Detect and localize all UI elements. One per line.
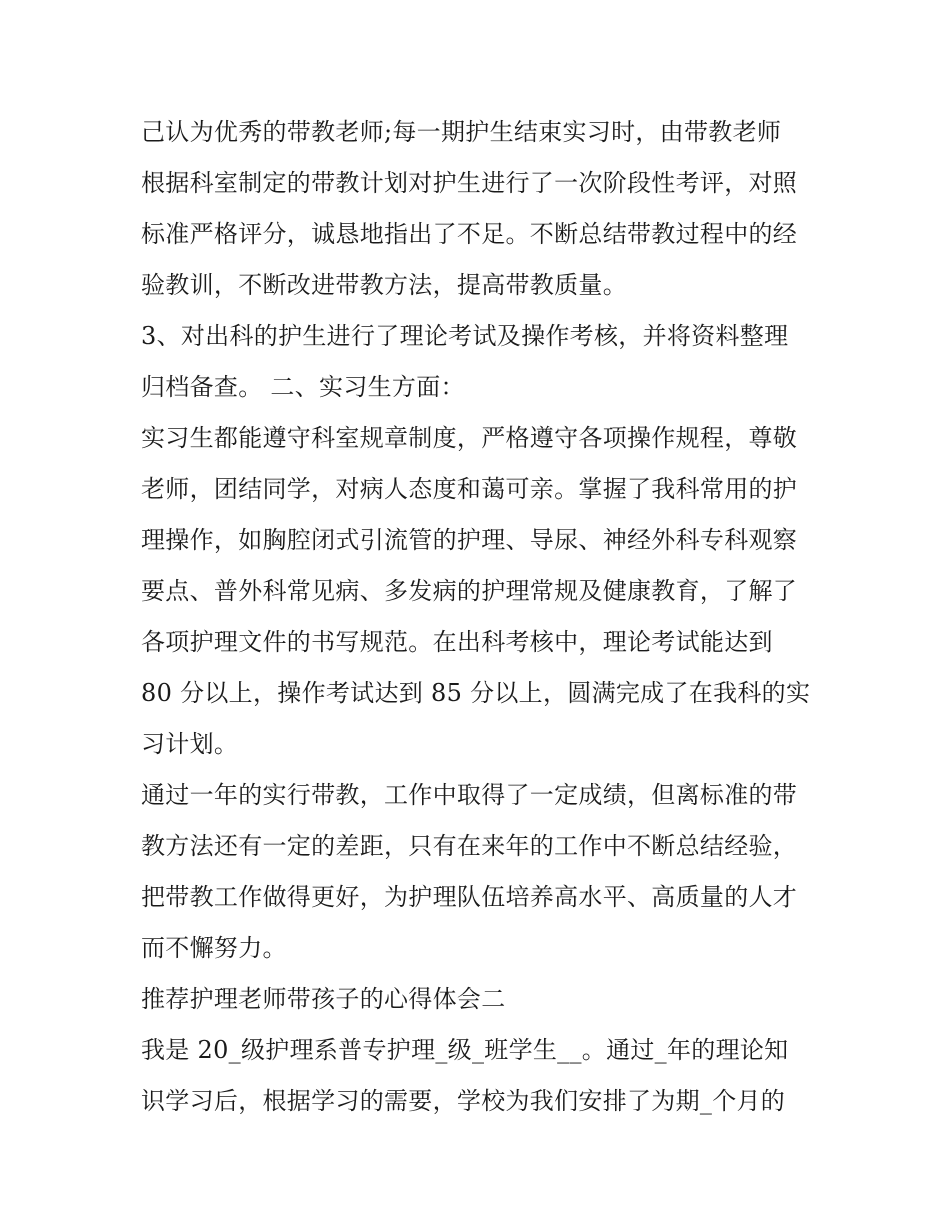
text-line: 3、对出科的护生进行了理论考试及操作考核，并将资料整理 [141, 322, 789, 350]
document-body [141, 107, 821, 1127]
text-line: 通过一年的实行带教，工作中取得了一定成绩，但离标准的带 [141, 781, 798, 809]
text-line: 识学习后，根据学习的需要，学校为我们安排了为期_个月的 [141, 1087, 786, 1115]
text-line: 习计划。 [141, 730, 239, 758]
text-line: 而不懈努力。 [141, 934, 287, 962]
text-line: 我是 20_级护理系普专护理_级_班学生__。通过_年的理论知 [141, 1036, 789, 1064]
text-line: 根据科室制定的带教计划对护生进行了一次阶段性考评，对照 [141, 169, 798, 197]
text-line: 教方法还有一定的差距，只有在来年的工作中不断总结经验， [141, 832, 798, 860]
text-line: 把带教工作做得更好，为护理队伍培养高水平、高质量的人才 [141, 883, 798, 911]
text-line: 归档备查。 二、实习生方面： [141, 373, 465, 401]
text-line: 实习生都能遵守科室规章制度，严格遵守各项操作规程，尊敬 [141, 424, 798, 452]
text-line: 80 分以上，操作考试达到 85 分以上，圆满完成了在我科的实 [141, 679, 811, 707]
text-line: 老师，团结同学，对病人态度和蔼可亲。掌握了我科常用的护 [141, 475, 798, 503]
section-heading: 推荐护理老师带孩子的心得体会二 [141, 985, 506, 1013]
text-line: 标准严格评分，诚恳地指出了不足。不断总结带教过程中的经 [141, 220, 798, 248]
text-line: 理操作，如胸腔闭式引流管的护理、导尿、神经外科专科观察 [141, 526, 798, 554]
text-line: 各项护理文件的书写规范。在出科考核中，理论考试能达到 [141, 628, 773, 656]
text-line: 验教训，不断改进带教方法，提高带教质量。 [141, 271, 627, 299]
text-line: 要点、普外科常见病、多发病的护理常规及健康教育，了解了 [141, 577, 798, 605]
text-line: 己认为优秀的带教老师;每一期护生结束实习时，由带教老师 [141, 118, 782, 146]
